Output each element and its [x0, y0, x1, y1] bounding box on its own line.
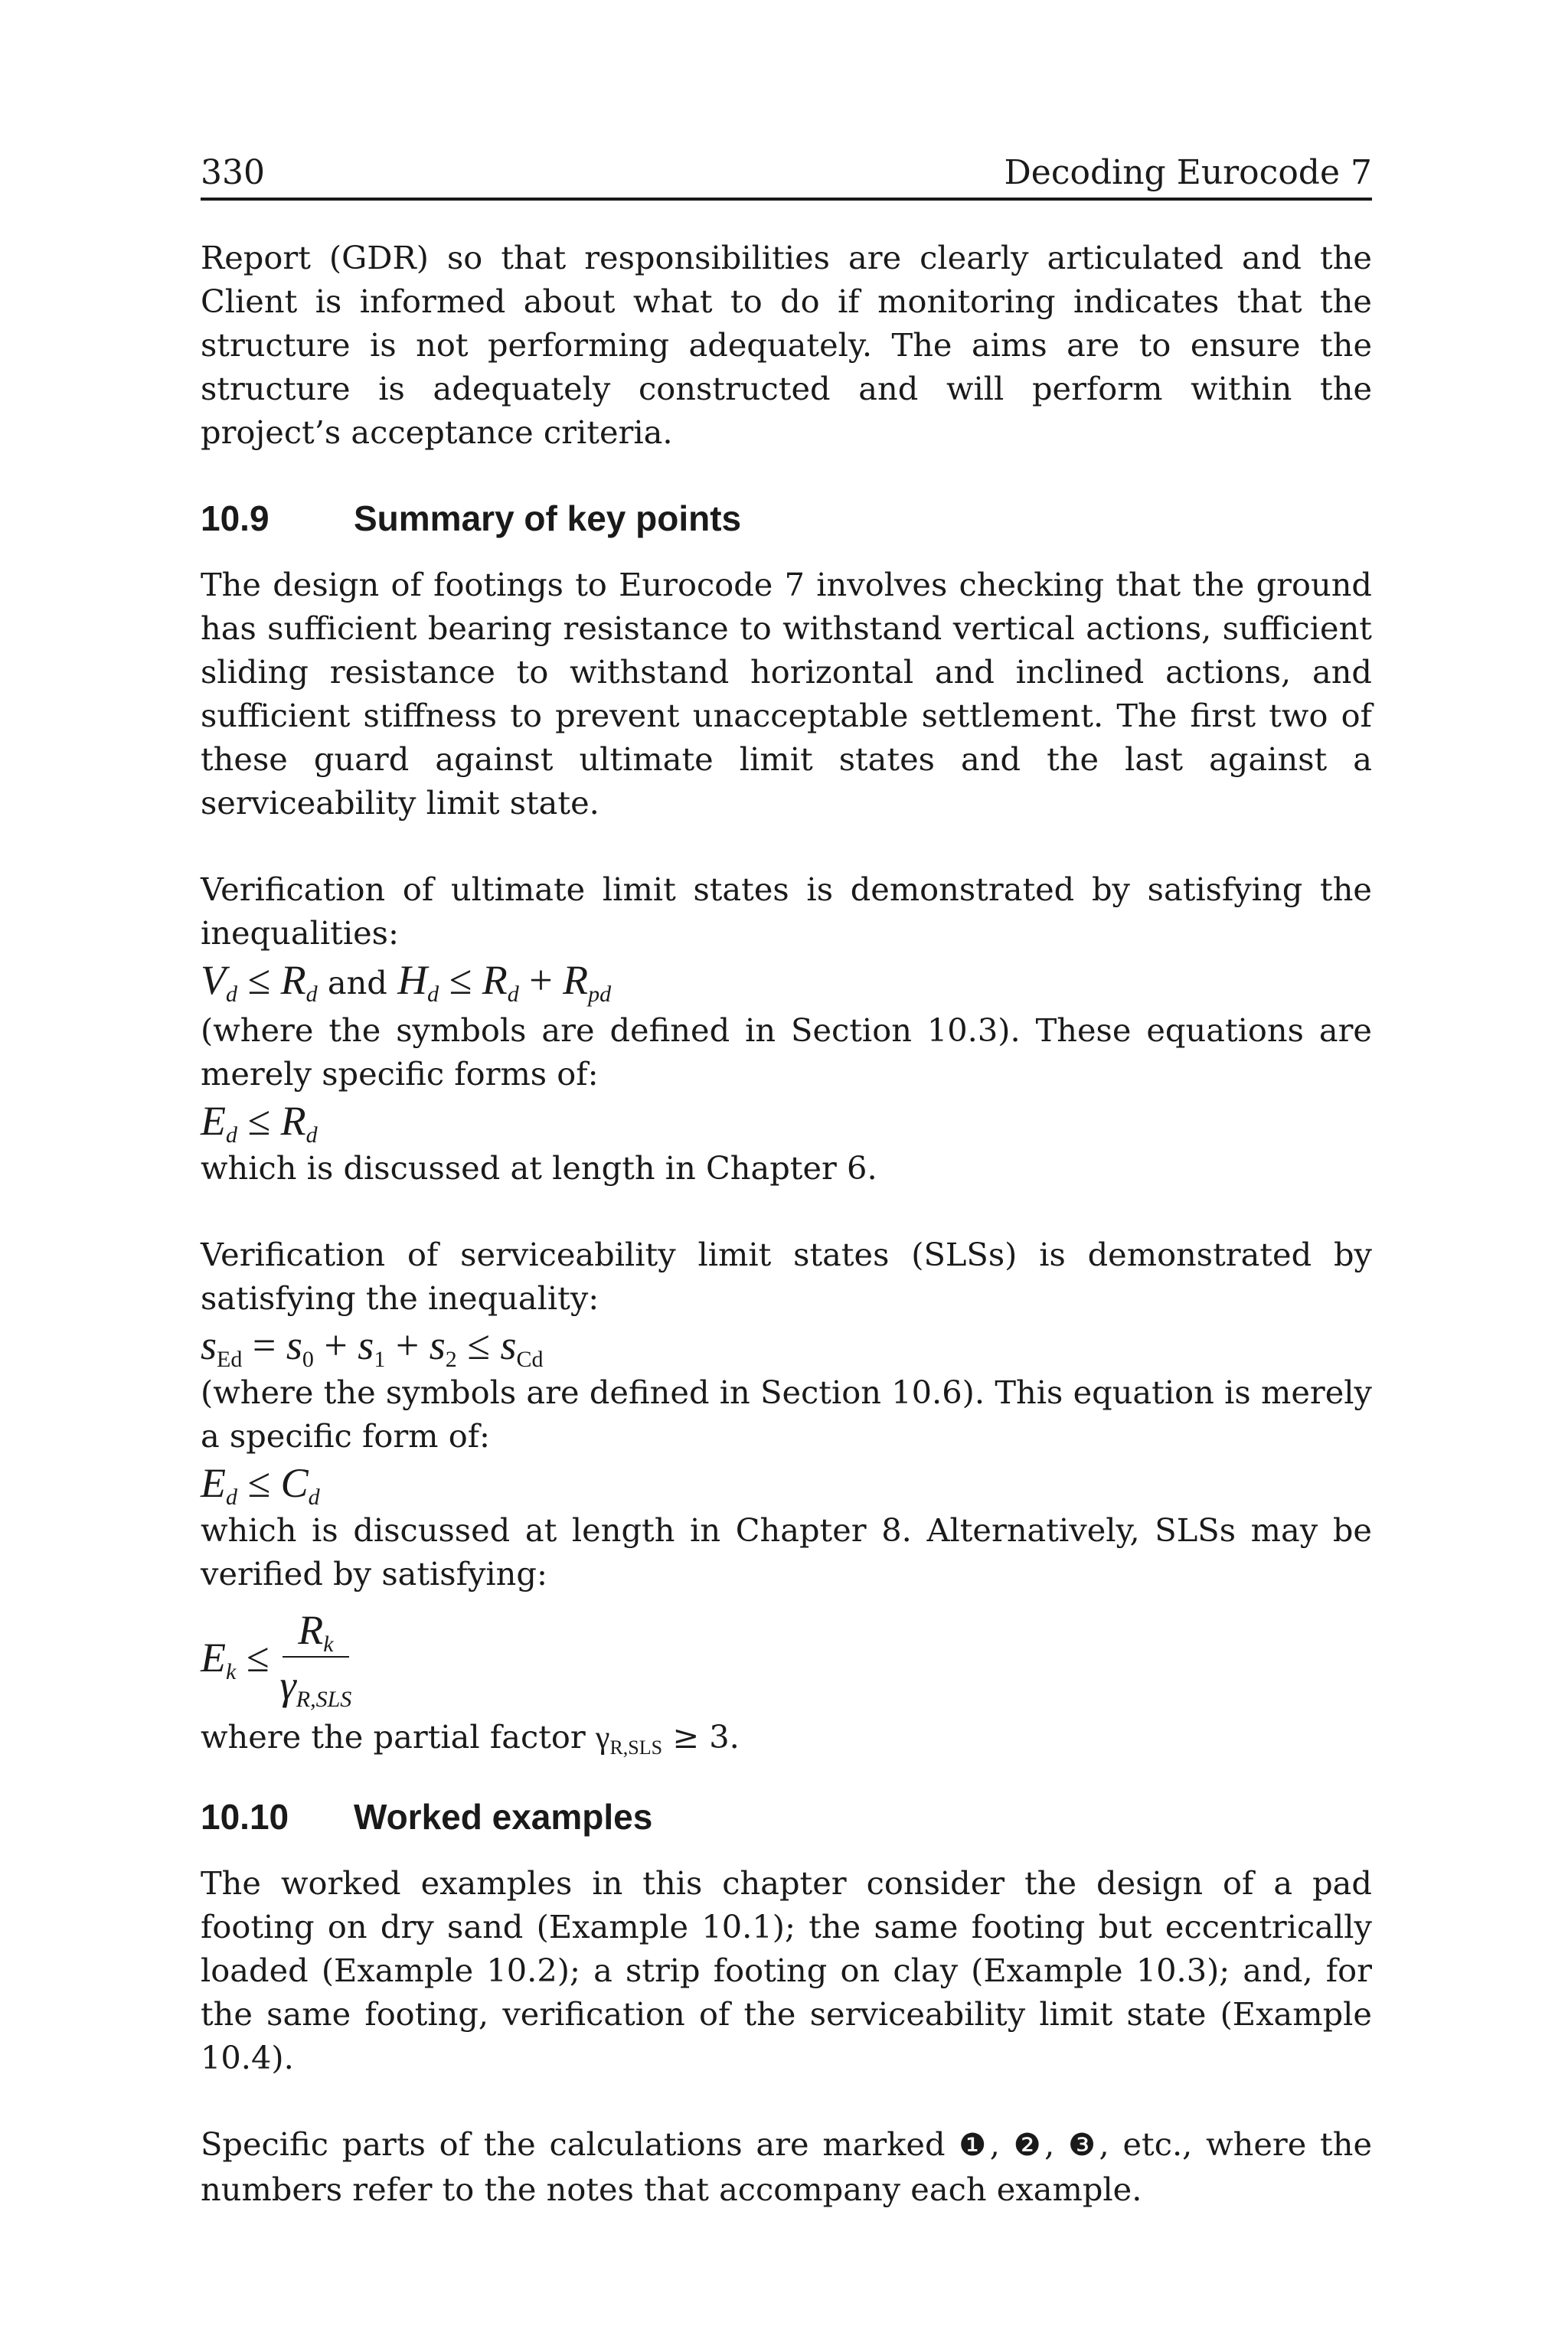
book-title: Decoding Eurocode 7	[1004, 153, 1372, 192]
equation-uls-inequalities: $V_d \le R_d$ and $H_d \le R_d + R_{pd}$	[201, 957, 612, 1007]
summary-paragraph-2: Verification of ultimate limit states is demonstrated by satisfying the inequalities:	[201, 871, 1372, 952]
worked-examples-paragraph-1: The worked examples in this chapter consider the design of a pad footing on dry sand (Example 10.1); the same footing but eccentrically loaded (Example 10.2); a strip footing on clay (Example 10.3); and, for the same footing, verification of the serviceability limit state (Example 10.4).	[201, 1864, 1372, 2076]
intro-paragraph: Report (GDR) so that responsibilities are clearly articulated and the Client is informed about what to do if monitoring indicates that the structure is not performing adequately. The aims are to ensure the structure is adequately constructed and will perform within the project’s acceptance criteria.	[201, 239, 1372, 451]
page-number: 330	[201, 153, 265, 192]
equation-ek-le-rk-over-gamma: $E_k$ ≤ $\frac{R_k}{\gamma_{R,SLS}}$	[201, 1607, 352, 1712]
summary-paragraph-6: (where the symbols are defined in Section 10.6). This equation is merely a specific form of:	[201, 1374, 1372, 1455]
worked-examples-paragraph-2: Specific parts of the calculations are marked ❶, ❷, ❸, etc., where the numbers refer to the notes that accompany each example.	[201, 2125, 1373, 2208]
running-header	[201, 150, 1372, 201]
fraction: $\frac{R_k}{\gamma_{R,SLS}}$	[279, 1607, 352, 1712]
equation-ed-le-rd: $E_d \le R_d$	[201, 1098, 318, 1148]
section-heading-10-10	[201, 1794, 1372, 1840]
section-heading-10-9	[201, 495, 1372, 541]
section-number: 10.10	[201, 1797, 289, 1837]
summary-paragraph-7: which is discussed at length in Chapter 8. Alternatively, SLSs may be verified by satisfying:	[201, 1511, 1372, 1592]
section-number: 10.9	[201, 498, 270, 538]
section-title: Worked examples	[354, 1797, 653, 1837]
note-marker-3-icon: ❸	[1068, 2128, 1099, 2163]
summary-paragraph-4: which is discussed at length in Chapter 6.	[201, 1149, 877, 1187]
summary-paragraph-3: (where the symbols are defined in Section 10.3). These equations are merely specific forms of:	[201, 1011, 1372, 1093]
equation-ed-le-cd: $E_d \le C_d$	[201, 1460, 320, 1510]
book-page	[201, 150, 1372, 2211]
note-marker-1-icon: ❶	[959, 2128, 990, 2163]
note-marker-2-icon: ❷	[1013, 2128, 1045, 2163]
equation-settlement: $s_{Ed} = s_0 + s_1 + s_2 \le s_{Cd}$	[201, 1322, 544, 1372]
summary-paragraph-1: The design of footings to Eurocode 7 involves checking that the ground has sufficient bearing resistance to withstand vertical actions, sufficient sliding resistance to withstand horizontal and inclined actions, and sufficient stiffness to prevent unacceptable settlement. The first two of these guard against ultimate limit states and the last against a serviceability limit state.	[201, 566, 1372, 822]
summary-paragraph-8: where the partial factor $\gamma_{R,SLS} \ge 3$.	[201, 1718, 740, 1759]
section-title: Summary of key points	[354, 498, 742, 538]
summary-paragraph-5: Verification of serviceability limit states (SLSs) is demonstrated by satisfying the inequality:	[201, 1236, 1372, 1317]
